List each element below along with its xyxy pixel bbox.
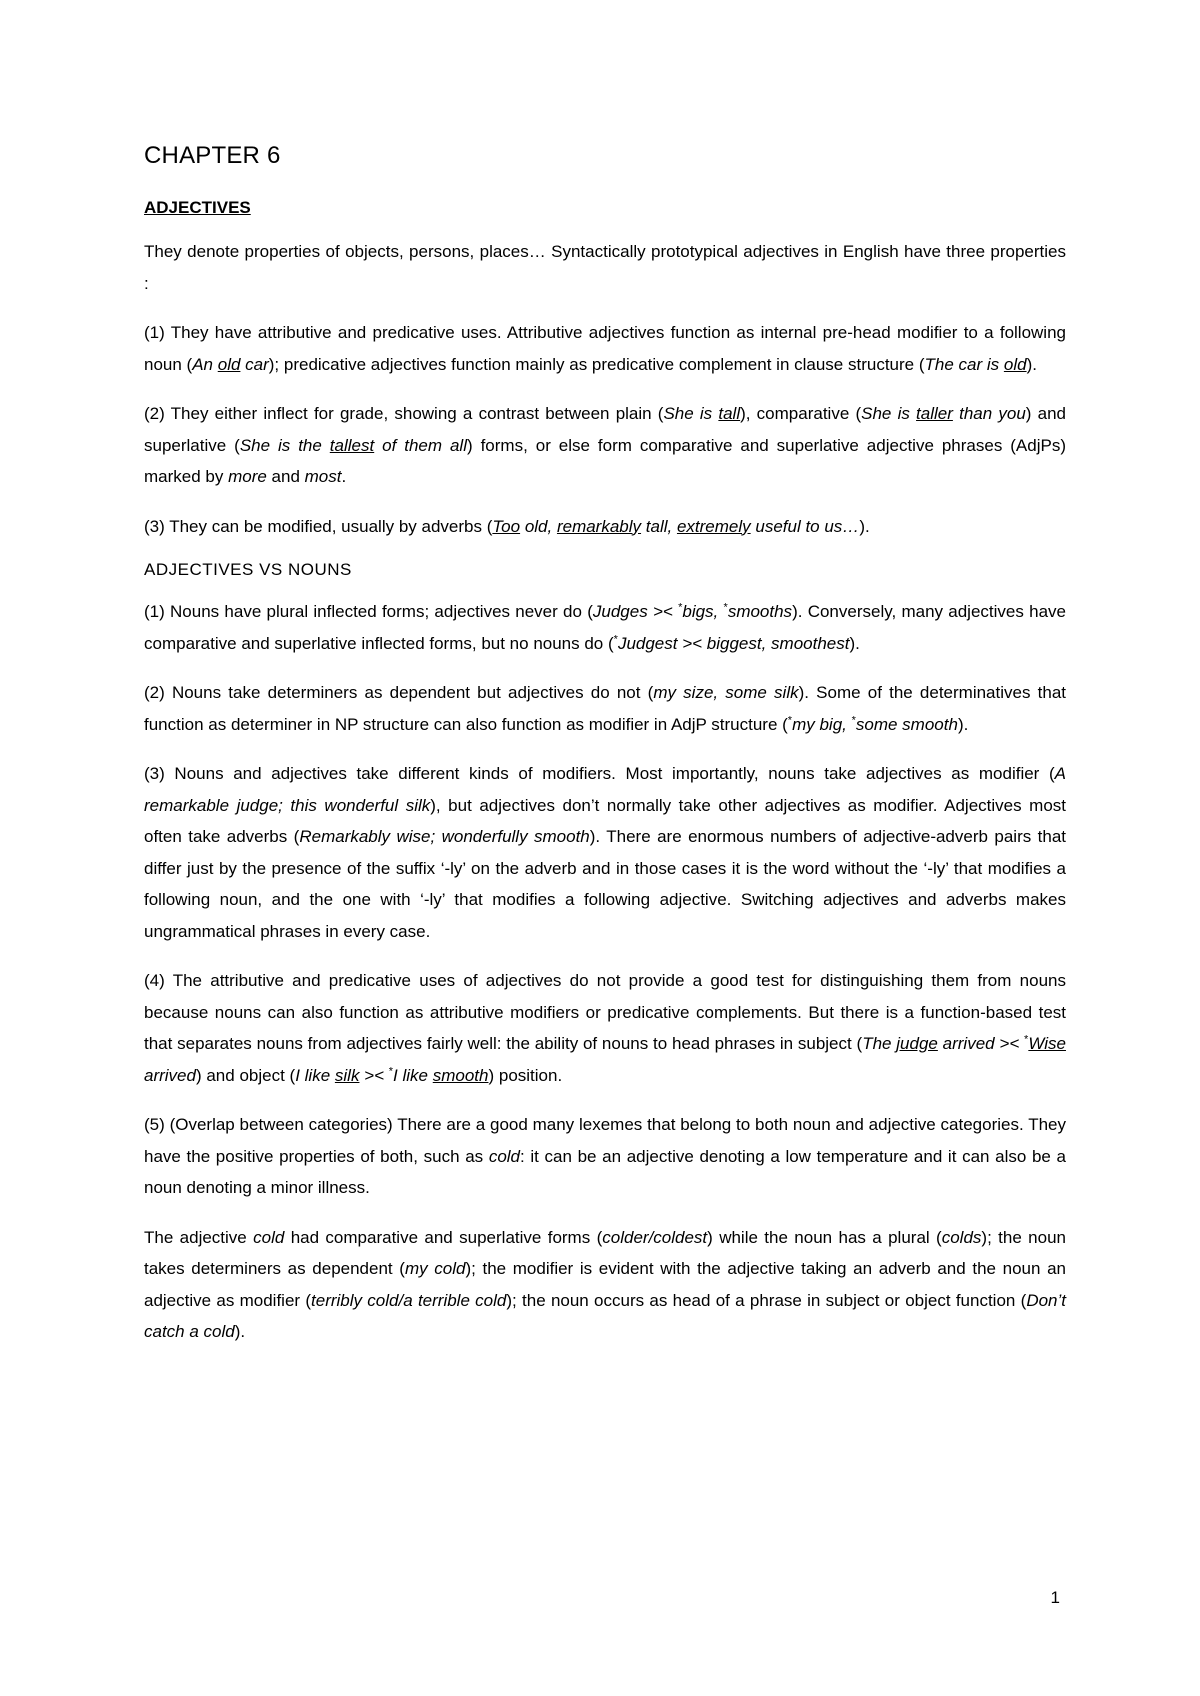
text-run: more <box>228 467 267 486</box>
property-1-paragraph <box>144 317 1066 380</box>
text-run: smooth <box>432 1065 489 1085</box>
text-run: useful to us… <box>750 516 860 536</box>
text-run: I like <box>295 1065 335 1085</box>
text-run: old <box>1003 354 1027 374</box>
text-run: arrived <box>144 1065 196 1085</box>
text-run: ). <box>234 1322 246 1341</box>
text-run: colder/coldest <box>602 1227 708 1247</box>
text-run: ), but adjectives don’t normally take other adjectives as modifier. Adjectives most often take adverbs ( <box>144 795 1066 846</box>
text-run: cold <box>488 1146 520 1166</box>
text-run: Judges >< <box>592 602 679 621</box>
text-run: ). Conversely, many adjectives have comparative and superlative inflected forms, but no nouns do ( <box>144 602 1066 653</box>
text-run: colds <box>941 1227 982 1247</box>
text-run: She is <box>663 404 719 423</box>
text-run: arrived >< <box>937 1034 1025 1053</box>
text-run: ). <box>859 516 870 536</box>
chapter-title: CHAPTER 6 <box>144 142 281 169</box>
text-run: ). <box>1026 354 1037 374</box>
text-run: (1) Nouns have plural inflected forms; adjectives never do ( <box>144 602 593 621</box>
text-run: ). <box>957 714 969 734</box>
text-run: (1) They have attributive and predicative uses. Attributive adjectives function as internal pre-head modifier to a following noun ( <box>144 323 1066 374</box>
text-run: remarkably <box>556 516 642 536</box>
text-run: >< <box>359 1065 389 1085</box>
text-run: Remarkably wise; wonderfully smooth <box>299 827 590 846</box>
section-heading: ADJECTIVES <box>144 198 251 217</box>
text-run: ); predicative adjectives function mainly as predicative complement in clause structure ( <box>268 354 925 374</box>
text-run: old, <box>520 516 557 536</box>
comparison-2-paragraph <box>144 677 1066 740</box>
text-run: and <box>266 467 305 486</box>
property-3-paragraph <box>144 511 1066 543</box>
ungrammatical-marker: * <box>787 713 793 726</box>
text-run: : it can be an adjective denoting a low temperature and it can also be a noun denoting a minor illness. <box>144 1146 1066 1197</box>
text-run: some smooth <box>855 714 958 734</box>
cold-example-paragraph <box>144 1222 1066 1348</box>
ungrammatical-marker: * <box>851 713 856 726</box>
ungrammatical-marker: * <box>678 601 683 614</box>
ungrammatical-marker: * <box>388 1064 394 1077</box>
comparison-3-paragraph <box>144 758 1066 947</box>
text-run: The car is <box>924 354 1004 374</box>
text-run: (3) Nouns and adjectives take different kinds of modifiers. Most importantly, nouns take adjectives as modifier ( <box>144 764 1055 783</box>
ungrammatical-marker: * <box>723 601 728 614</box>
text-run: (2) They either inflect for grade, showing a contrast between plain ( <box>144 404 664 423</box>
subsection-heading: ADJECTIVES VS NOUNS <box>144 560 352 579</box>
text-run: taller <box>916 404 953 423</box>
text-run: silk <box>334 1065 360 1085</box>
text-run: They denote properties of objects, persons, places… Syntactically prototypical adjectives in English have three properties : <box>144 242 1066 293</box>
text-run: cold <box>253 1227 285 1247</box>
text-run: Too <box>492 516 521 536</box>
text-run: The adjective <box>144 1227 254 1247</box>
text-run: ); the modifier is evident with the adjective taking an adverb and the noun an adjective as modifier ( <box>144 1259 1066 1310</box>
text-run: extremely <box>676 516 751 536</box>
text-run: judge <box>896 1034 938 1053</box>
page-number: 1 <box>1050 1588 1060 1607</box>
text-run: Don’t catch a cold <box>144 1290 1066 1341</box>
intro-paragraph <box>144 236 1066 299</box>
text-run: An <box>192 354 218 374</box>
text-run: She is <box>861 404 917 423</box>
text-run: most <box>304 467 342 486</box>
comparison-1-paragraph <box>144 596 1066 659</box>
text-run: tall, <box>641 516 677 536</box>
text-run: ) and superlative ( <box>144 404 1066 455</box>
text-run: A remarkable judge; this wonderful silk <box>144 764 1066 815</box>
text-run: (3) They can be modified, usually by adverbs ( <box>144 516 493 536</box>
text-run: had comparative and superlative forms ( <box>284 1227 603 1247</box>
property-2-paragraph <box>144 398 1066 493</box>
text-run: She is the <box>239 435 330 455</box>
text-run: ), comparative ( <box>740 404 862 423</box>
text-run: than you <box>952 404 1026 423</box>
text-run: ) forms, or else form comparative and superlative adjective phrases (AdjPs) marked by <box>144 435 1066 486</box>
text-run: car <box>240 354 269 374</box>
text-run: of them all <box>374 435 467 455</box>
text-run: ). Some of the determinatives that function as determiner in NP structure can also function as modifier in AdjP structure ( <box>144 683 1066 734</box>
text-run: (4) The attributive and predicative uses of adjectives do not provide a good test for distinguishing them from nouns because nouns can also function as attributive modifiers or predicative complements. But there is a function-based test that separates nouns from adjectives fairly well: the ability of nouns to head phrases in subject ( <box>144 971 1066 1053</box>
text-run: Judgest >< biggest, smoothest <box>617 633 850 653</box>
text-run: ) while the noun has a plural ( <box>707 1227 942 1247</box>
ungrammatical-marker: * <box>613 632 618 645</box>
text-run: ); the noun occurs as head of a phrase in subject or object function ( <box>506 1290 1027 1310</box>
text-run: smooths <box>727 602 793 621</box>
text-run: ) and object ( <box>195 1065 296 1085</box>
page-content <box>144 142 1066 1366</box>
text-run: ). There are enormous numbers of adjective-adverb pairs that differ just by the presence of the suffix ‘-ly’ on the adverb and in those cases it is the word without the ‘-ly’ that modifies a following noun, and the one with ‘-ly’ that modifies a following adjective. Switching adjectives and adverbs makes ungrammatical phrases in every case. <box>144 827 1066 941</box>
text-run: I like <box>393 1065 433 1085</box>
ungrammatical-marker: * <box>1024 1033 1029 1046</box>
text-run: terribly cold/a terrible cold <box>311 1290 507 1310</box>
text-run: ) position. <box>488 1065 563 1085</box>
text-run: The <box>862 1034 897 1053</box>
text-run: tallest <box>329 435 375 455</box>
text-run: old <box>217 354 241 374</box>
comparison-5-paragraph <box>144 1109 1066 1204</box>
text-run: tall <box>718 404 741 423</box>
text-run: ); the noun takes determiners as dependent ( <box>144 1227 1066 1278</box>
text-run: my big, <box>792 714 852 734</box>
text-run: ). <box>849 633 860 653</box>
text-run: my cold <box>404 1259 466 1278</box>
text-run: (5) (Overlap between categories) There are a good many lexemes that belong to both noun and adjective categories. They have the positive properties of both, such as <box>144 1115 1066 1166</box>
comparison-4-paragraph <box>144 965 1066 1091</box>
text-run: (2) Nouns take determiners as dependent but adjectives do not ( <box>144 683 654 702</box>
text-run: bigs, <box>682 602 724 621</box>
text-run: . <box>341 467 347 486</box>
text-run: Wise <box>1028 1034 1066 1053</box>
text-run: my size, some silk <box>653 683 799 702</box>
